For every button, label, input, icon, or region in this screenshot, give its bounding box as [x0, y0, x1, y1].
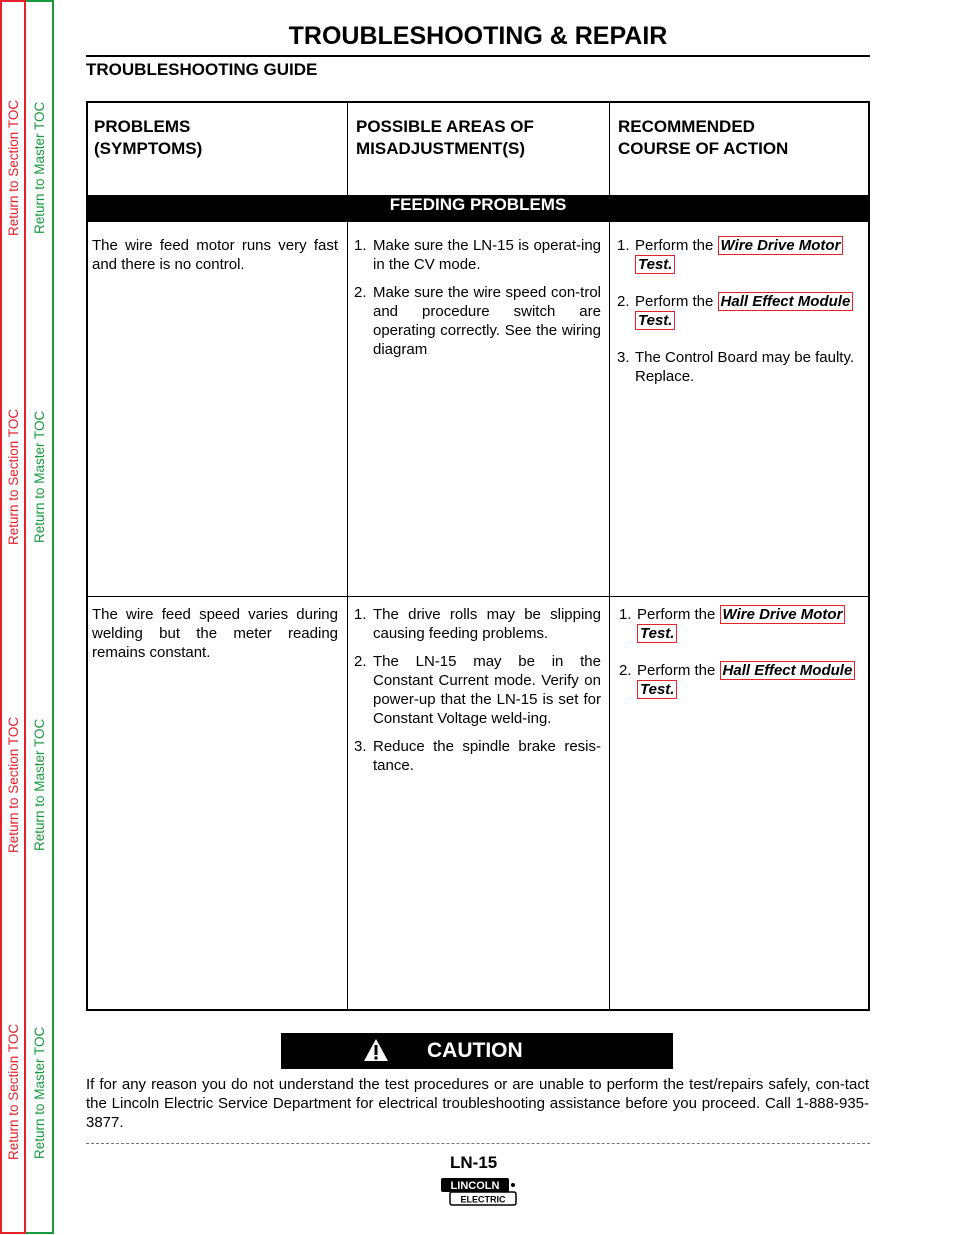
model-name: LN-15 — [450, 1153, 498, 1172]
footer-rule — [86, 1143, 870, 1144]
title-rule — [86, 55, 870, 57]
row-divider — [88, 596, 868, 597]
list-item: 1. Make sure the LN-15 is operat-ing in the CV mode. — [354, 237, 601, 273]
return-to-section-toc-link[interactable]: Return to Section TOC — [6, 99, 21, 236]
troubleshooting-table — [86, 101, 870, 1011]
hall-effect-module-test-link[interactable]: Hall Effect Module — [720, 661, 856, 680]
action-item: 3. The Control Board may be faulty. Replace. — [617, 349, 854, 385]
warning-icon — [363, 1038, 389, 1062]
list-item: 2. The LN-15 may be in the Constant Current mode. Verify on power-up that the LN-15 is set for Constant Voltage weld-ing. — [354, 653, 601, 727]
action-item: 1. Perform the Wire Drive Motor Test. — [617, 236, 867, 274]
column-divider — [347, 103, 348, 1009]
wire-drive-motor-test-link[interactable]: Test. — [635, 255, 675, 274]
svg-text:LINCOLN: LINCOLN — [450, 1180, 500, 1192]
feeding-problems-band: FEEDING PROBLEMS — [88, 195, 868, 222]
return-to-section-toc-link[interactable]: Return to Section TOC — [6, 1023, 21, 1160]
actions-cell — [617, 236, 867, 386]
areas-list — [354, 605, 601, 784]
column-header-action: RECOMMENDED COURSE OF ACTION — [618, 117, 789, 158]
column-header-problems: PROBLEMS (SYMPTOMS) — [94, 117, 203, 158]
hall-effect-module-test-link[interactable]: Test. — [635, 311, 675, 330]
list-item: 3. Reduce the spindle brake resis-tance. — [354, 738, 601, 774]
actions-cell — [619, 605, 869, 699]
return-to-master-toc-link[interactable]: Return to Master TOC — [32, 101, 47, 234]
action-item: 2. Perform the Hall Effect Module Test. — [617, 292, 867, 330]
svg-text:ELECTRIC: ELECTRIC — [460, 1194, 506, 1205]
symptom-cell: The wire feed motor runs very fast and there is no control. — [92, 237, 338, 273]
column-divider — [609, 103, 610, 1009]
wire-drive-motor-test-link[interactable]: Test. — [637, 624, 677, 643]
lincoln-electric-logo — [440, 1177, 518, 1207]
caution-text: If for any reason you do not understand the test procedures or are unable to perform the test/repairs safely, con-tact the Lincoln Electric Service Department for electrical troubleshooting assistance before you proceed. Call 1-888-935-3877. — [86, 1076, 869, 1131]
return-to-master-toc-link[interactable]: Return to Master TOC — [32, 410, 47, 543]
wire-drive-motor-test-link[interactable]: Wire Drive Motor — [718, 236, 844, 255]
section-title: TROUBLESHOOTING GUIDE — [86, 60, 318, 79]
return-to-master-toc-link[interactable]: Return to Master TOC — [32, 1026, 47, 1159]
action-item: 1. Perform the Wire Drive Motor Test. — [619, 605, 869, 643]
action-item: 2. Perform the Hall Effect Module Test. — [619, 661, 869, 699]
areas-list — [354, 236, 601, 368]
return-to-section-toc-link[interactable]: Return to Section TOC — [6, 716, 21, 853]
column-header-areas: POSSIBLE AREAS OF MISADJUSTMENT(S) — [356, 117, 534, 158]
symptom-cell: The wire feed speed varies during welding but the meter reading remains constant. — [92, 606, 338, 661]
list-item: 2. Make sure the wire speed con-trol and procedure switch are operating correctly. See the wiring diagram — [354, 284, 601, 358]
list-item: 1. The drive rolls may be slipping causing feeding problems. — [354, 606, 601, 642]
wire-drive-motor-test-link[interactable]: Wire Drive Motor — [720, 605, 846, 624]
hall-effect-module-test-link[interactable]: Test. — [637, 680, 677, 699]
return-to-master-toc-link[interactable]: Return to Master TOC — [32, 718, 47, 851]
caution-banner — [281, 1033, 673, 1069]
page-title: TROUBLESHOOTING & REPAIR — [288, 22, 668, 50]
return-to-section-toc-link[interactable]: Return to Section TOC — [6, 408, 21, 545]
hall-effect-module-test-link[interactable]: Hall Effect Module — [718, 292, 854, 311]
caution-label: CAUTION — [427, 1039, 523, 1062]
